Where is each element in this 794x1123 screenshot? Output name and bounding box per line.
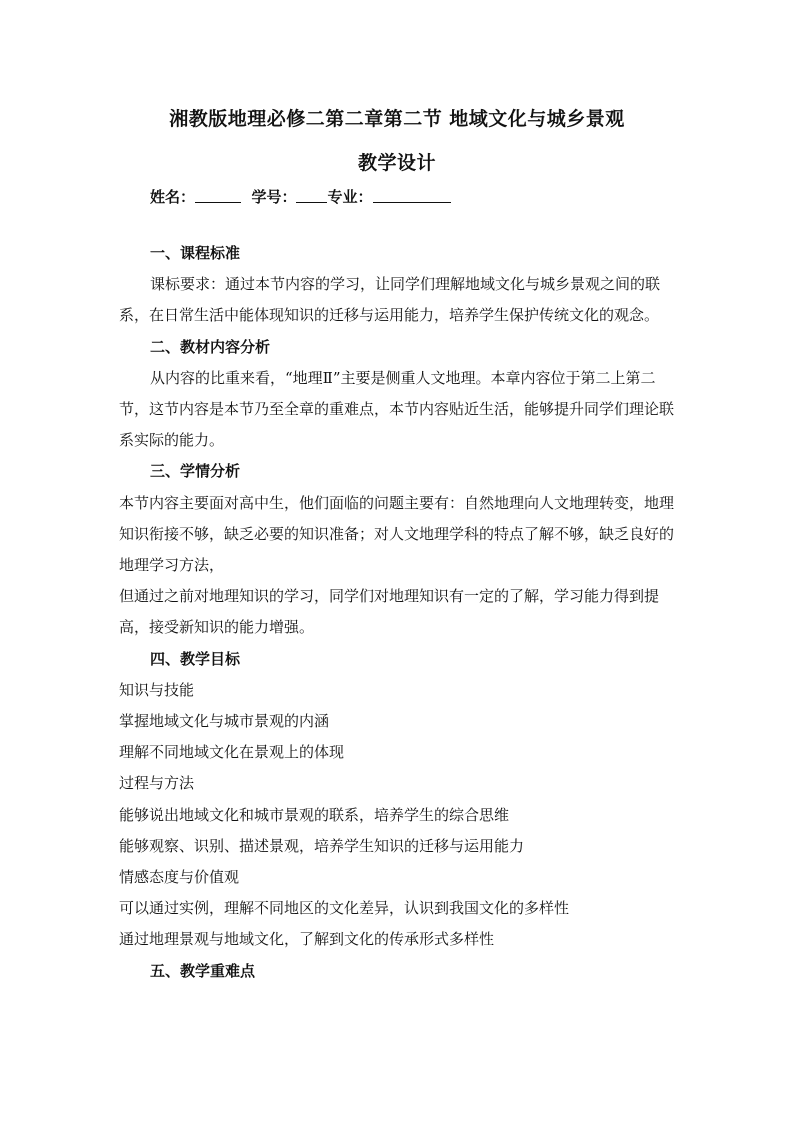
goal-line: 过程与方法 [119, 774, 195, 793]
section-heading-textbook-analysis: 二、教材内容分析 [150, 337, 271, 356]
section-heading-curriculum: 一、课程标准 [150, 244, 241, 262]
section-heading-student-analysis: 三、学情分析 [150, 462, 241, 481]
goal-line: 知识与技能 [119, 680, 195, 699]
section-heading-key-points: 五、教学重难点 [150, 961, 256, 980]
document-title: 湘教版地理必修二第二章第二节 地域文化与城乡景观 [169, 108, 625, 130]
name-label: 姓名： [150, 188, 196, 206]
student-id-label: 学号： [251, 188, 297, 206]
goal-line: 理解不同地域文化在景观上的体现 [119, 743, 345, 762]
section-text-textbook-analysis: 从内容的比重来看，“地理Ⅱ”主要是侧重人文地理。本章内容位于第二上第二节，这节内容是本节乃至全章的重难点，本节内容贴近生活，能够提升同学们理论联系实际的能力。 [119, 368, 675, 450]
section-text-curriculum: 课标要求：通过本节内容的学习，让同学们理解地域文化与城乡景观之间的联系，在日常生活中能体现知识的迁移与运用能力，培养学生保护传统文化的观念。 [119, 275, 661, 325]
goal-line: 能够观察、识别、描述景观，培养学生知识的迁移与运用能力 [119, 836, 525, 855]
major-blank [373, 188, 451, 203]
goal-line: 情感态度与价值观 [119, 868, 240, 887]
section-heading-teaching-goals: 四、教学目标 [150, 649, 241, 668]
goal-line: 掌握地域文化与城市景观的内涵 [119, 712, 330, 731]
student-id-blank [296, 188, 327, 203]
student-info-line [150, 186, 451, 207]
document-body [119, 238, 684, 987]
section-text-student-analysis-1: 本节内容主要面对高中生，他们面临的问题主要有：自然地理向人文地理转变，地理知识衔接不够，缺乏必要的知识准备；对人文地理学科的特点了解不够，缺乏良好的地理学习方法， [119, 493, 675, 575]
section-text-student-analysis-2: 但通过之前对地理知识的学习，同学们对地理知识有一定的了解，学习能力得到提高，接受新知识的能力增强。 [119, 587, 660, 637]
document-subtitle: 教学设计 [357, 152, 436, 174]
major-label: 专业： [327, 188, 373, 206]
goal-line: 可以通过实例，理解不同地区的文化差异，认识到我国文化的多样性 [119, 899, 570, 918]
name-blank [195, 188, 241, 203]
goal-line: 能够说出地域文化和城市景观的联系，培养学生的综合思维 [119, 805, 510, 824]
goal-line: 通过地理景观与地域文化，了解到文化的传承形式多样性 [119, 930, 495, 949]
